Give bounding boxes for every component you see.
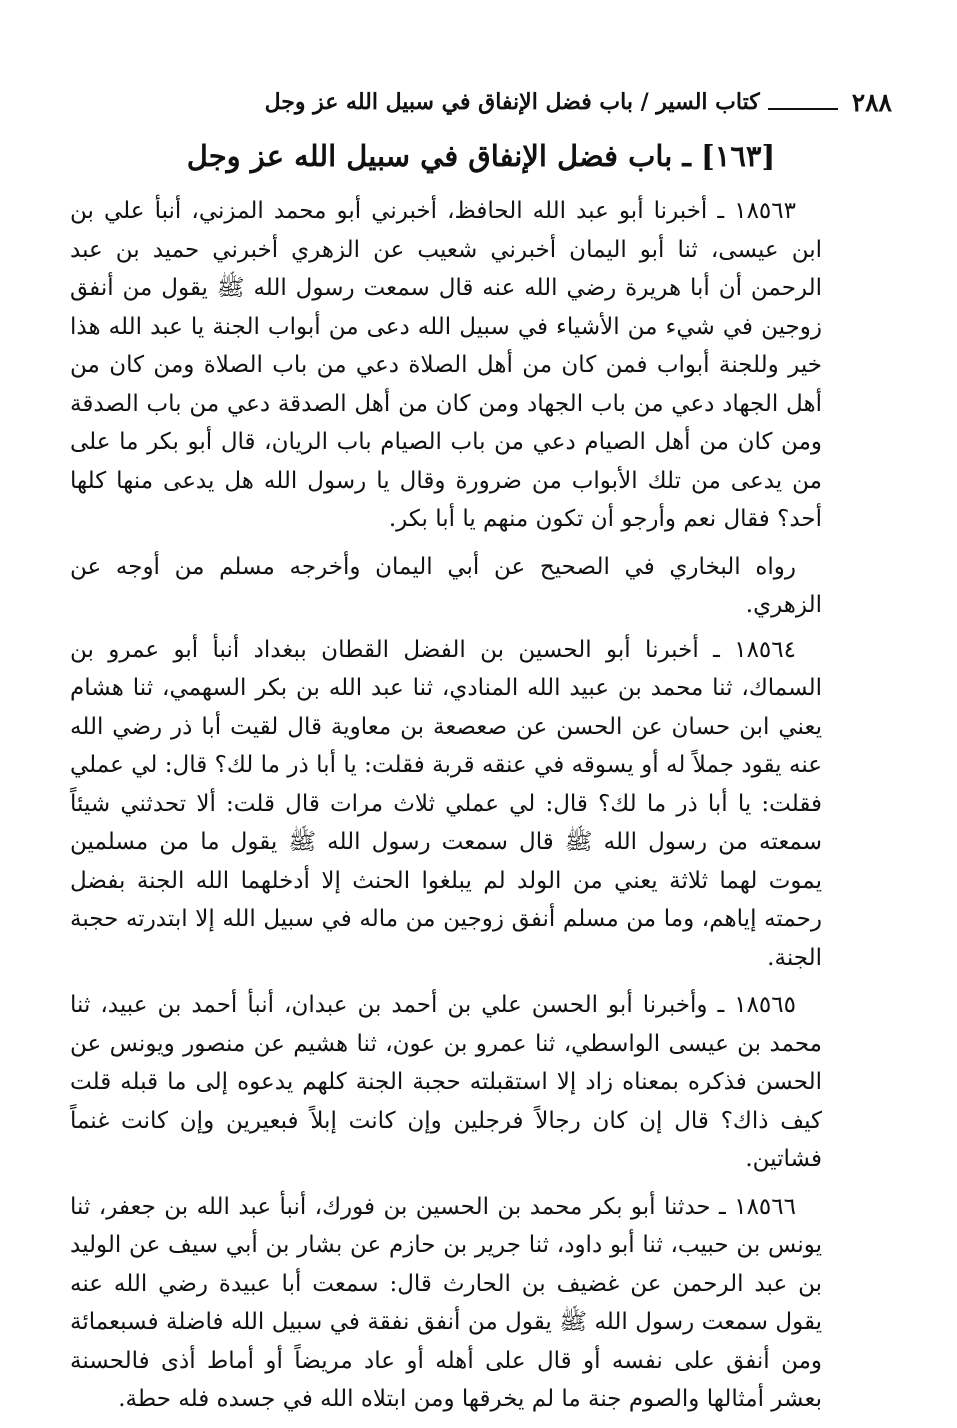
running-title: كتاب السير / باب فضل الإنفاق في سبيل الله عز وجل [264,89,760,115]
hadith-paragraph-18563: ١٨٥٦٣ ـ أخبرنا أبو عبد الله الحافظ، أخبرني أبو محمد المزني، أنبأ علي بن ابن عيسى، ثنا أبو اليمان أخبرني شعيب عن الزهري أخبرني حميد بن عبد الرحمن أن أبا هريرة رضي الله عنه قال سمعت رسول الله ﷺ يقول من أنفق زوجين في شيء من الأشياء في سبيل الله دعى من أبواب الجنة يا عبد الله هذا خير وللجنة أبواب فمن كان من أهل الصلاة دعي من باب الصلاة ومن كان من أهل الجهاد دعي من باب الجهاد ومن كان من أهل الصدقة دعي من باب الصدقة ومن كان من أهل الصيام دعي من باب الصيام باب الريان، قال أبو بكر ما على من يدعى من تلك الأبواب من ضرورة وقال يا رسول الله هل يدعى منها كلها أحد؟ فقال نعم وأرجو أن تكون منهم يا أبا بكر. [70,198,822,532]
page-number: ٢٨٨ [851,87,892,117]
running-header [70,82,892,122]
hadith-paragraph-18566: ١٨٥٦٦ ـ حدثنا أبو بكر محمد بن الحسين بن فورك، أنبأ عبد الله بن جعفر، ثنا يونس بن حبيب، ثنا أبو داود، ثنا جرير بن حازم عن بشار بن أبي سيف عن الوليد بن عبد الرحمن عن غضيف بن الحارث قال: سمعت أبا عبيدة رضي الله عنه يقول سمعت رسول الله ﷺ يقول من أنفق نفقة في سبيل الله فاضلة فسبعمائة ومن أنفق على نفسه أو قال على أهله أو عاد مريضاً أو أماط أذى فالحسنة بعشر أمثالها والصوم جنة ما لم يخرقها ومن ابتلاه الله في جسده فله حطة. [70,1193,822,1412]
header-rule [768,108,838,110]
hadith-paragraph-18565: ١٨٥٦٥ ـ وأخبرنا أبو الحسن علي بن أحمد بن عبدان، أنبأ أحمد بن عبيد، ثنا محمد بن عيسى الواسطي، ثنا عمرو بن عون، ثنا هشيم عن منصور ويونس عن الحسن فذكره بمعناه زاد إلا استقبلته حجبة الجنة كلهم يدعوه إلى ما قبله قلت كيف ذاك؟ قال إن كان رجالاً فرجلين وإن كانت إبلاً فبعيرين وإن كانت غنماً فشاتين. [70,992,822,1172]
hadith-paragraph-18564: ١٨٥٦٤ ـ أخبرنا أبو الحسين بن الفضل القطان ببغداد أنبأ أبو عمرو بن السماك، ثنا محمد بن عبيد الله المنادي، ثنا عبد الله بن بكر السهمي، ثنا هشام يعني ابن حسان عن الحسن عن صعصعة بن معاوية قال لقيت أبا ذر رضي الله عنه يقود جملاً له أو يسوقه في عنقه قربة فقلت: يا أبا ذر ما لك؟ قال: لي عملي فقلت: يا أبا ذر ما لك؟ قال: لي عملي ثلاث مرات قال قلت: ألا تحدثني شيئاً سمعته من رسول الله ﷺ قال سمعت رسول الله ﷺ يقول ما من مسلمين يموت لهما ثلاثة يعني من الولد لم يبلغوا الحنث إلا أدخلهما الله الجنة بفضل رحمته إياهم، وما من مسلم أنفق زوجين من ماله في سبيل الله إلا ابتدرته حجبة الجنة. [70,636,822,971]
chapter-title: [١٦٣] ـ باب فضل الإنفاق في سبيل الله عز وجل [186,139,776,173]
body-text [70,192,822,1428]
narration-note: رواه البخاري في الصحيح عن أبي اليمان وأخرجه مسلم من أوجه عن الزهري. [70,553,822,618]
